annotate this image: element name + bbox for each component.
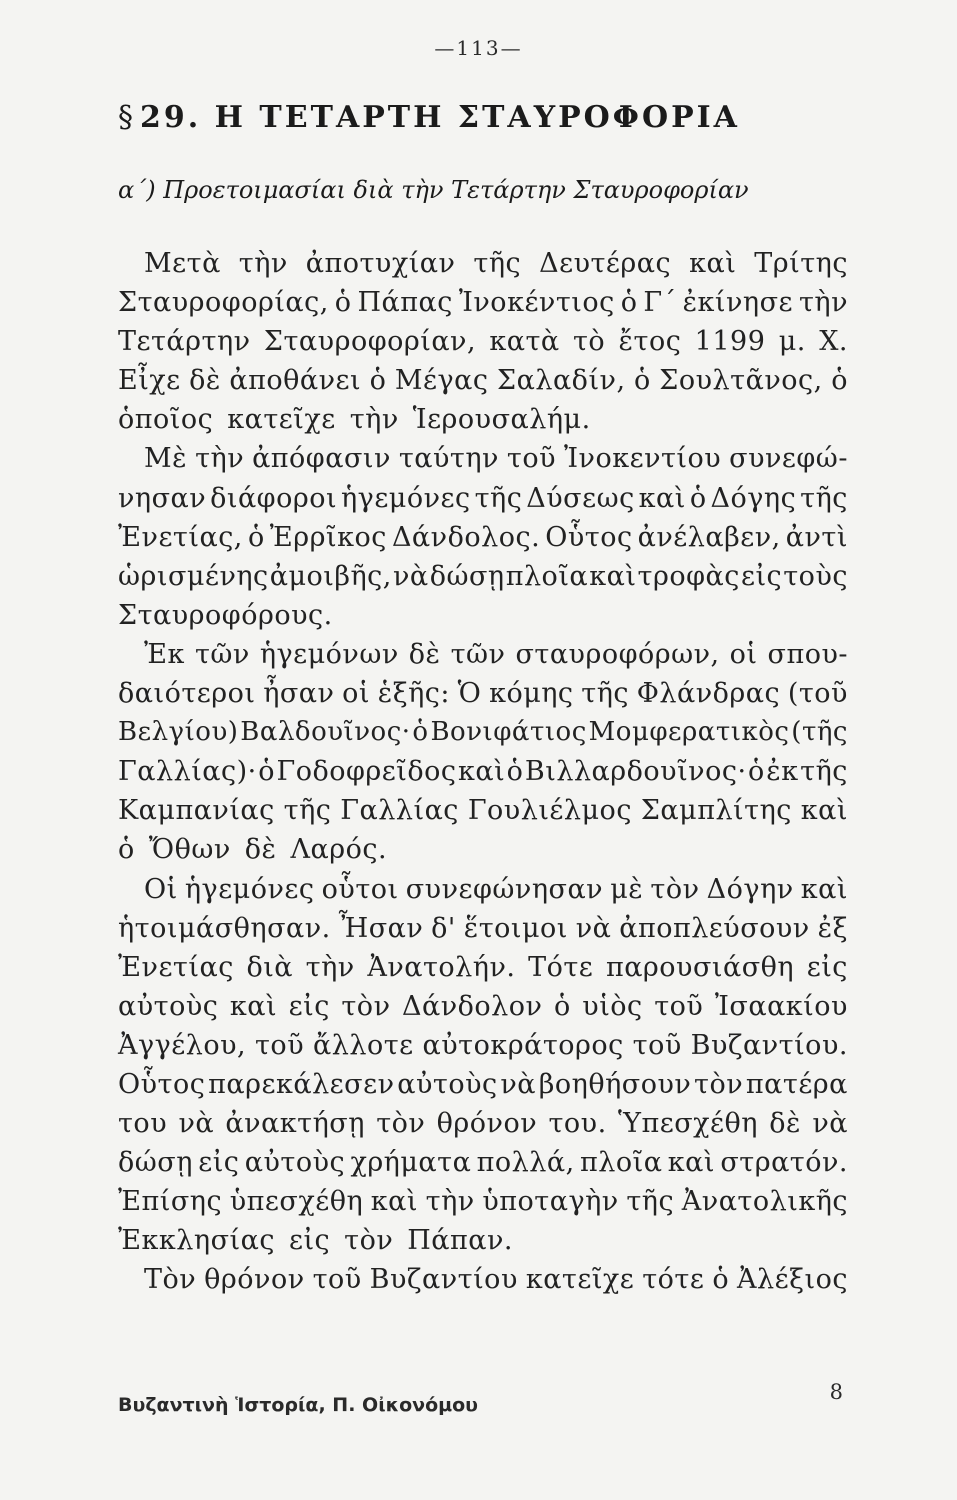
word: Σταυροφορίαν, [263, 326, 477, 358]
word: ὡρισμένης [118, 560, 269, 592]
word: Πάπαν. [407, 1225, 514, 1257]
word: Τότε [528, 951, 594, 983]
word: Δύσεως [526, 482, 635, 514]
word: Ἦσαν [338, 912, 424, 944]
word: Ὄθων [148, 834, 231, 866]
word: ταύτην [398, 443, 499, 475]
word: τὸν [694, 1068, 744, 1100]
word: τὸν [650, 873, 700, 905]
word: ἄλλοτε [312, 1029, 414, 1061]
text-line [118, 322, 848, 361]
word: Γοδοφρεῖδος [276, 756, 457, 788]
word: ὁ [247, 521, 265, 553]
word: Σταυροφόρους. [118, 599, 333, 631]
text-line [118, 439, 848, 478]
text-line [118, 518, 848, 557]
word: τῆς [473, 248, 522, 279]
body-text [118, 244, 848, 1300]
word: ὁ [118, 834, 135, 866]
word: διάφοροι [210, 482, 338, 514]
section-heading: α΄) Προετοιμασίαι διὰ τὴν Τετάρτην Σταυροφορίαν [118, 176, 749, 204]
word: κατὰ [489, 326, 560, 358]
text-line [118, 596, 848, 635]
word: παρεκάλεσεν [208, 1068, 395, 1100]
word: ἔτος [618, 326, 682, 358]
word: κόμης [489, 678, 574, 710]
page-number: —113— [434, 36, 523, 60]
word: Χ. [819, 326, 848, 358]
word: Τὸν [144, 1264, 197, 1296]
word: (τῆς [791, 717, 848, 748]
word: Ἰνοκεντίου [563, 443, 722, 475]
word: μὲ [610, 873, 644, 905]
word: τὸ [573, 326, 606, 358]
word: Ἐκ [144, 638, 185, 670]
text-line [118, 830, 848, 869]
word: (τοῦ [787, 678, 848, 710]
word: εἰς [288, 1225, 331, 1257]
word: Δάνδολον [402, 990, 543, 1022]
word: διὰ [246, 951, 294, 983]
word: Ἀνατολήν. [367, 951, 516, 983]
text-line [118, 283, 848, 322]
word: σπου- [767, 638, 848, 670]
text-line [118, 1260, 848, 1299]
word: καὶ [689, 248, 737, 279]
word: δαιότεροι [118, 678, 256, 710]
word: νὰ [392, 560, 429, 592]
word: ἀπόφασιν [252, 443, 391, 475]
word: Εἶχε [118, 365, 181, 397]
word: ἡτοιμάσθησαν. [118, 912, 331, 944]
word: καὶ [589, 560, 637, 592]
word: δὲ [244, 834, 277, 866]
word: Τρίτης [754, 248, 848, 279]
word: καὶ [667, 1147, 715, 1179]
word: ἀνέλαβεν, [637, 521, 781, 553]
word: τοῦ [255, 1029, 305, 1061]
word: του. [548, 1108, 607, 1140]
word: δὲ [189, 365, 221, 397]
word: Σουλτᾶνος, [659, 365, 823, 397]
text-line [118, 948, 848, 987]
text-line [118, 870, 848, 909]
text-line [118, 400, 848, 439]
word: Βελγίου) [118, 717, 239, 748]
word: στρατόν. [720, 1147, 848, 1179]
word: Γαλλίας)· [118, 756, 257, 788]
word: Μομφερατικὸς [588, 717, 790, 748]
word: Δόγην [706, 873, 794, 905]
word: εἰς [806, 951, 848, 983]
word: ἀντὶ [785, 521, 848, 553]
word: Βυζαντίου [369, 1264, 518, 1296]
word: τῆς [474, 482, 523, 514]
printer-signature: 8 [829, 1380, 843, 1404]
word: υἱὸς [582, 990, 643, 1022]
word: ὁ [748, 756, 765, 788]
word: τῆς [581, 678, 630, 710]
word: Ἐνετίας [118, 951, 234, 983]
word: ὁ [334, 287, 352, 319]
word: καὶ [800, 873, 848, 905]
word: ὁ [258, 756, 275, 788]
word: τοῦ [506, 443, 557, 475]
word: ὁ [506, 756, 524, 788]
word: Ὁ [457, 678, 482, 710]
text-line [118, 557, 848, 596]
text-line [118, 1143, 848, 1182]
word: τότε [642, 1264, 705, 1296]
word: Σαλαδίν, [497, 365, 626, 397]
word: πατέρα [745, 1068, 848, 1100]
word: ἡγεμόνες [184, 873, 315, 905]
word: εἰς [198, 1147, 240, 1179]
word: Δόγης [710, 482, 797, 514]
word: κατεῖχε [227, 404, 336, 436]
word: οὗτοι [321, 873, 399, 905]
word: κατεῖχε [525, 1264, 635, 1296]
word: αὐτοκράτορος [422, 1029, 624, 1061]
word: νησαν [118, 482, 207, 514]
word: Ἀγγέλου, [118, 1029, 247, 1061]
word: Βιλλαρδουῖνος· [524, 756, 747, 788]
word: Δάνδολος. [391, 521, 541, 553]
word: ὁ [689, 482, 707, 514]
word: μ. [778, 326, 806, 358]
word: αὐτοὺς [118, 990, 219, 1022]
chapter-title [118, 100, 848, 135]
word: Σταυροφορίας, [118, 287, 329, 319]
word: εἰς [288, 990, 330, 1022]
text-line [118, 635, 848, 674]
word: τῆς [283, 795, 332, 827]
word: τοῦ [632, 1029, 682, 1061]
word: αὐτοὺς [397, 1068, 498, 1100]
word: Λαρός. [290, 834, 388, 866]
word: Μὲ [144, 443, 188, 475]
word: Βαλδουῖνος· [240, 717, 411, 748]
word: τῆς [800, 482, 848, 514]
word: καὶ [370, 1186, 418, 1218]
word: νὰ [178, 1108, 215, 1140]
text-line [118, 479, 848, 518]
word: πλοῖα [505, 560, 589, 592]
word: Ἀνατολικῆς [681, 1186, 848, 1218]
word: Ἐνετίας, [118, 521, 243, 553]
word: Φλάνδρας [636, 678, 781, 710]
word: Οἱ [144, 873, 178, 905]
word: Καμπανίας [118, 795, 275, 827]
word: Γαλλίας [340, 795, 459, 827]
text-line [118, 791, 848, 830]
word: τὴν [195, 443, 245, 475]
word: του [118, 1108, 168, 1140]
word: ὁ [634, 365, 651, 397]
word: ἡγεμόνες [341, 482, 471, 514]
text-line [118, 244, 848, 283]
word: Ὑπεσχέθη [618, 1108, 758, 1140]
page-footer [118, 1380, 843, 1416]
word: Μέγας [394, 365, 489, 397]
word: τὴν [349, 404, 399, 436]
word: ὁ [412, 717, 429, 748]
word: τὴν [425, 1186, 475, 1218]
section-sign: § [118, 100, 136, 135]
word: τροφὰς [637, 560, 740, 592]
word: Οὗτος [545, 521, 633, 553]
word: σταυροφόρων, [515, 638, 720, 670]
word: Βονιφάτιος [430, 717, 587, 748]
word: τοῦ [654, 990, 704, 1022]
word: τοὺς [783, 560, 848, 592]
word: Ἰσαακίου [714, 990, 848, 1022]
word: ἐκ [766, 756, 799, 788]
word: Γ΄ [643, 287, 677, 319]
word: Πάπας [357, 287, 453, 319]
word: τοῦ [312, 1264, 362, 1296]
word: ὁποῖος [118, 404, 214, 436]
word: Γουλιέλμος [467, 795, 632, 827]
text-line [118, 1104, 848, 1143]
word: Τετάρτην [118, 326, 251, 358]
word: ὑποταγὴν [482, 1186, 619, 1218]
word: νὰ [575, 912, 612, 944]
text-line [118, 1182, 848, 1221]
word: συνεφώνησαν [405, 873, 604, 905]
word: νὰ [812, 1108, 848, 1140]
word: ἐξ [817, 912, 848, 944]
word: Βυζαντίου. [690, 1029, 848, 1061]
word: δ' [431, 912, 456, 944]
word: τὸν [376, 1108, 426, 1140]
word: χρήματα [350, 1147, 472, 1179]
word: τὴν [798, 287, 848, 319]
word: συνεφώ- [729, 443, 848, 475]
word: τὸν [341, 990, 391, 1022]
word: καὶ [457, 756, 506, 788]
text-line [118, 1221, 848, 1260]
word: βοηθήσουν [538, 1068, 692, 1100]
word: ὑπεσχέθη [229, 1186, 364, 1218]
word: τῆς [800, 756, 848, 788]
text-line [118, 361, 848, 400]
word: ἐκίνησε [682, 287, 794, 319]
word: δώσῃ [429, 560, 505, 592]
text-line [118, 987, 848, 1026]
word: νὰ [500, 1068, 537, 1100]
word: ἀμοιβῆς, [269, 560, 392, 592]
word: ὁ [831, 365, 848, 397]
word: παρουσιάσθη [605, 951, 795, 983]
word: Ἱερουσαλήμ. [412, 404, 591, 436]
word: 1199 [694, 326, 766, 358]
word: ἀποθάνει [229, 365, 362, 397]
word: ἀνακτήσῃ [225, 1108, 365, 1140]
word: τὴν [305, 951, 355, 983]
word: οἱ [729, 638, 758, 670]
word: καὶ [229, 990, 278, 1022]
word: Οὗτος [118, 1068, 206, 1100]
chapter-title-text: 29. Η ΤΕΤΑΡΤΗ ΣΤΑΥΡΟΦΟΡΙΑ [140, 100, 740, 135]
word: ἀποτυχίαν [305, 248, 456, 279]
word: ὁ [712, 1264, 730, 1296]
footer-book-title: Βυζαντινὴ Ἱστορία, Π. Οἰκονόμου [118, 1394, 479, 1416]
word: Δευτέρας [539, 248, 672, 279]
word: τὴν [238, 248, 288, 279]
word: τῶν [450, 638, 506, 670]
text-line [118, 1026, 848, 1065]
word: θρόνον [204, 1264, 305, 1296]
word: εἰς [740, 560, 783, 592]
word: θρόνον [436, 1108, 538, 1140]
word: οἱ [342, 678, 370, 710]
word: τὸν [344, 1225, 394, 1257]
word: ἀποπλεύσουν [619, 912, 810, 944]
word: ἕτοιμοι [463, 912, 568, 944]
text-line [118, 752, 848, 791]
word: ἑξῆς: [377, 678, 450, 710]
word: πλοῖα [580, 1147, 663, 1179]
word: Μετὰ [144, 248, 221, 279]
word: ὁ [553, 990, 571, 1022]
text-line [118, 713, 848, 752]
word: τῶν [194, 638, 250, 670]
word: ὁ [369, 365, 387, 397]
word: ἡγεμόνων [259, 638, 399, 670]
text-line [118, 674, 848, 713]
word: ἦσαν [263, 678, 335, 710]
word: Ἰνοκέντιος [458, 287, 615, 319]
word: Ἐκκλησίας [118, 1225, 275, 1257]
word: Ἀλέξιος [737, 1264, 848, 1296]
word: δὲ [408, 638, 441, 670]
word: δώσῃ [118, 1147, 193, 1179]
text-line [118, 1065, 848, 1104]
word: καὶ [638, 482, 686, 514]
word: Ἐπίσης [118, 1186, 223, 1218]
word: Ἐρρῖκος [269, 521, 387, 553]
word: Σαμπλίτης [640, 795, 792, 827]
word: ὁ [620, 287, 638, 319]
word: καὶ [800, 795, 848, 827]
word: τῆς [626, 1186, 675, 1218]
word: αὐτοὺς [244, 1147, 346, 1179]
word: δὲ [769, 1108, 801, 1140]
text-line [118, 909, 848, 948]
word: πολλά, [476, 1147, 575, 1179]
